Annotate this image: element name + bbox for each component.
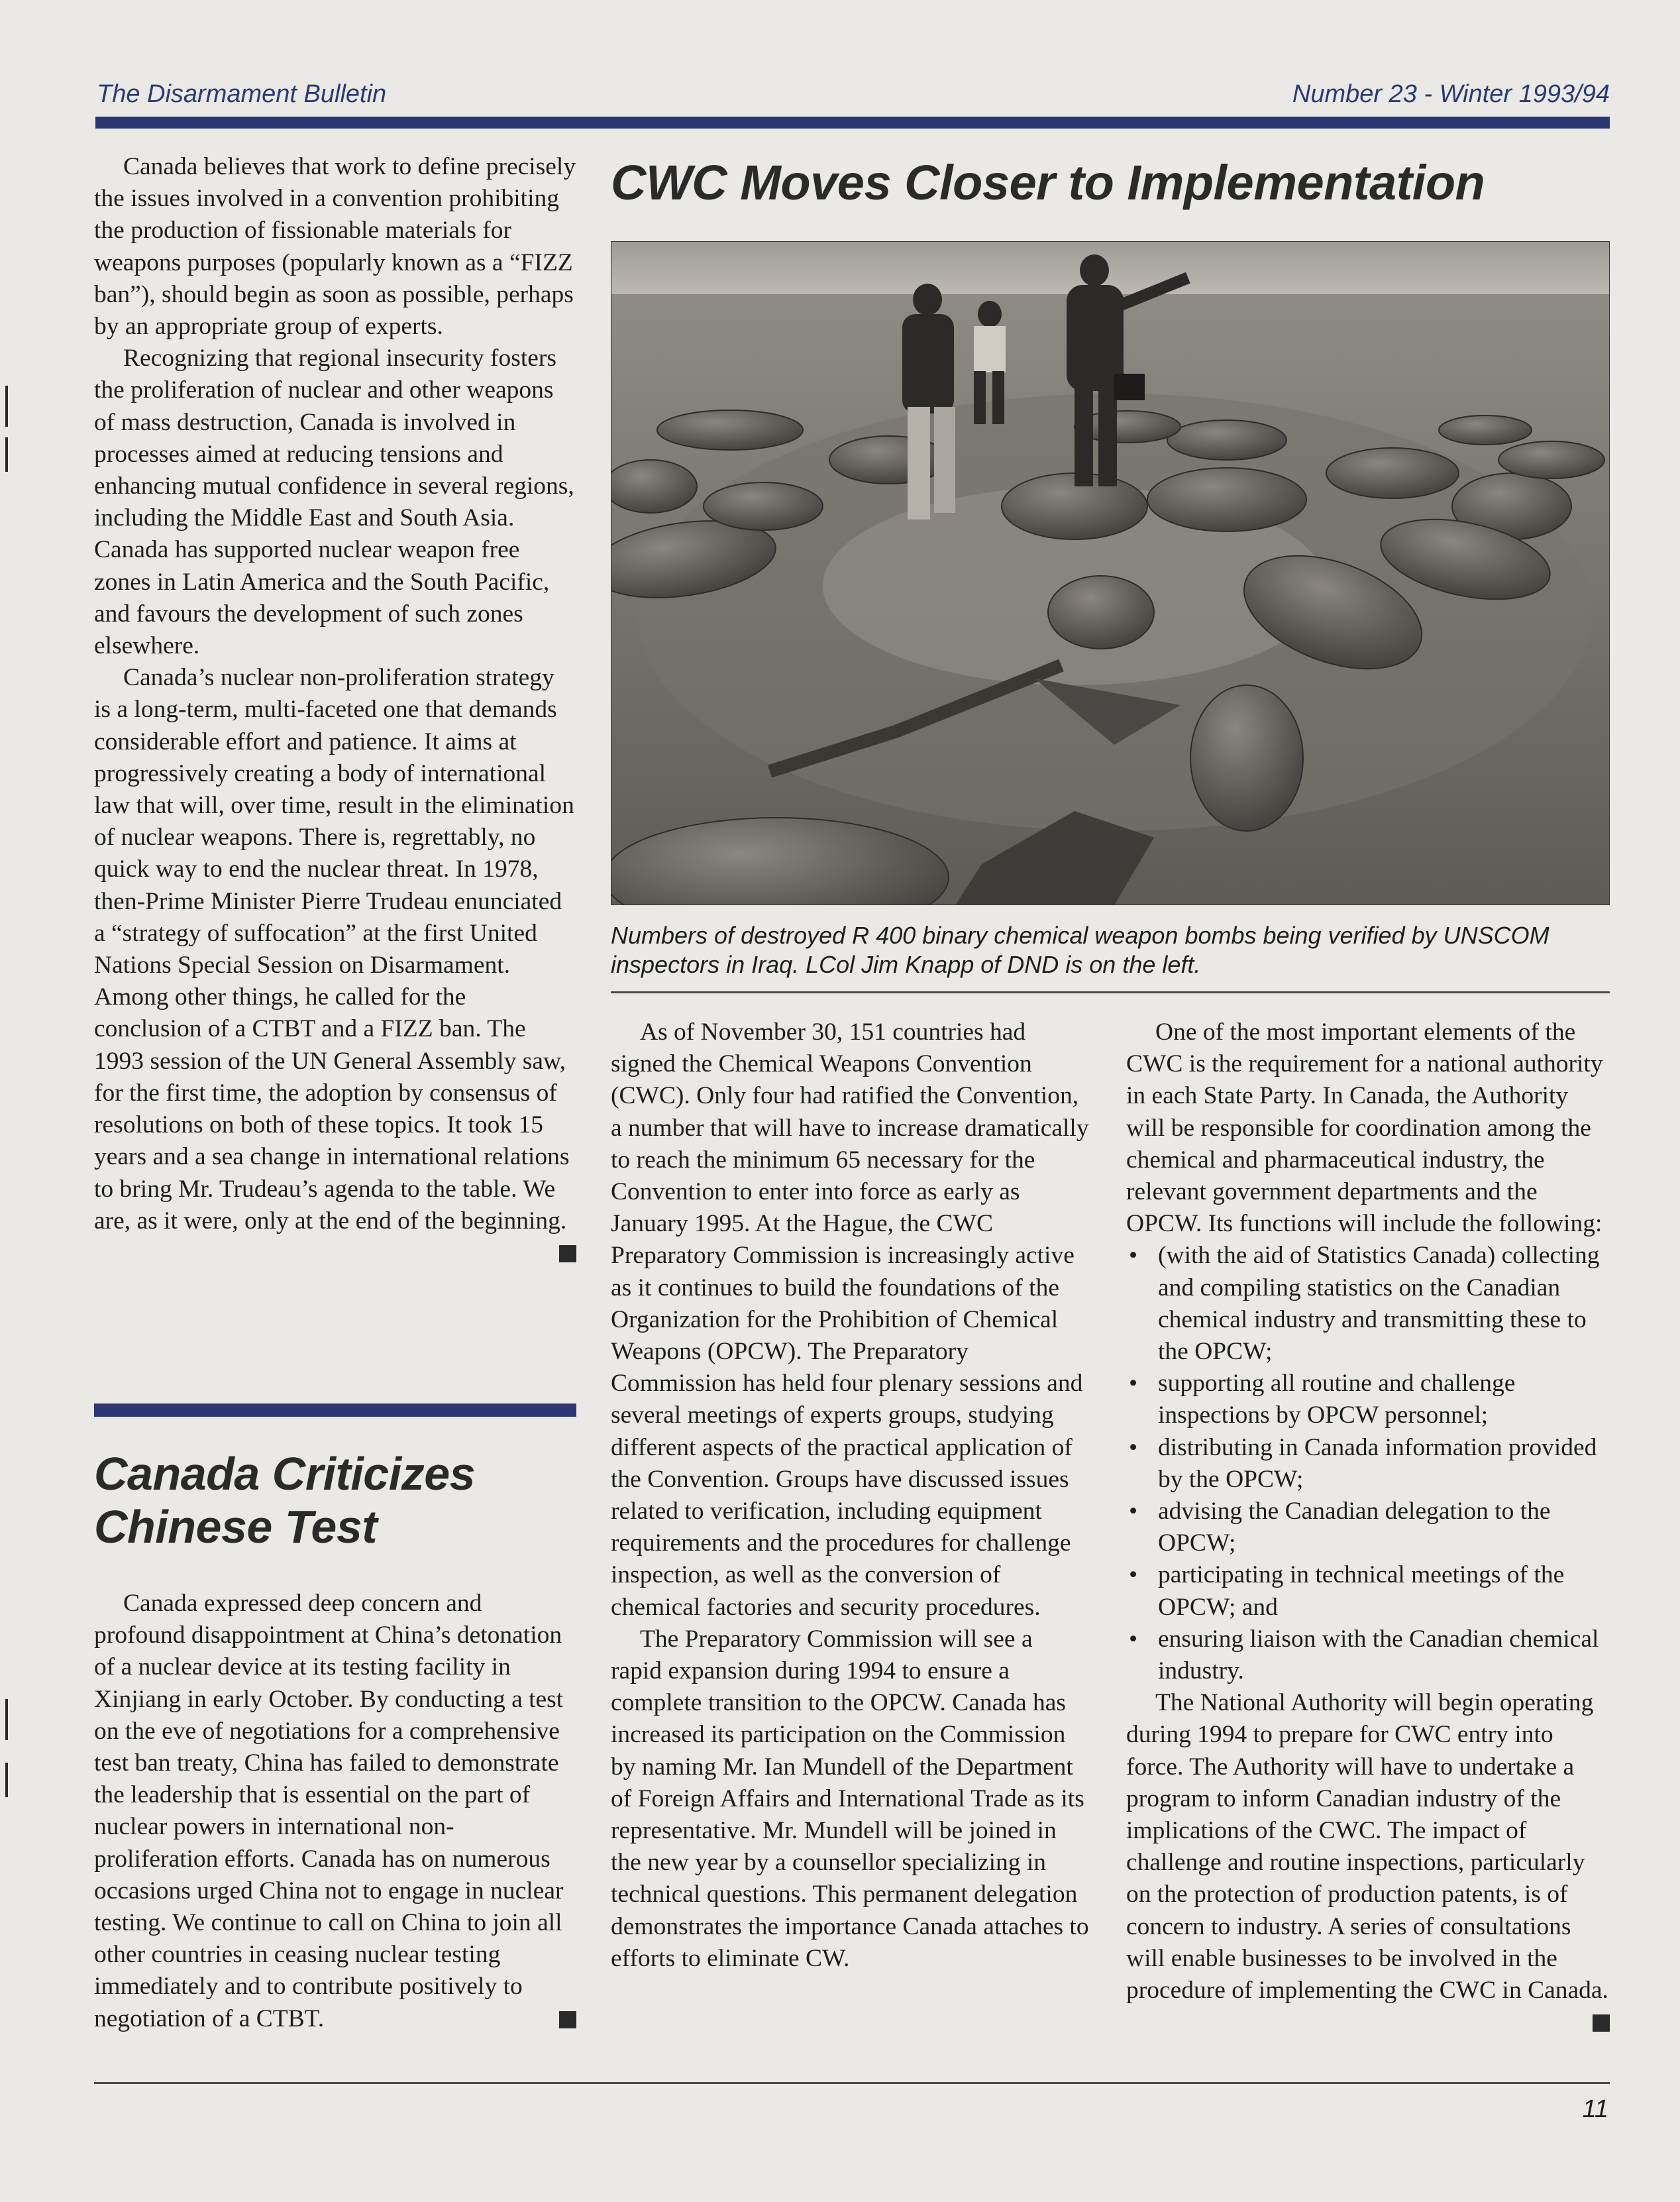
left-column-text xyxy=(94,151,576,1262)
paragraph: The Preparatory Commission will see a rapid expansion during 1994 to ensure a complete transition to the OPCW. Canada has increased its participation on the Commission by naming Mr. Ian Mundell of the Department of Foreign Affairs and International Trade as its representative. Mr. Mundell will be joined in the new year by a counsellor specializing in technical questions. This permanent delegation demonstrates the importance Canada attaches to efforts to eliminate CW. xyxy=(611,1625,1089,1972)
list-item: • supporting all routine and challenge inspections by OPCW personnel; xyxy=(1126,1368,1610,1431)
page-number: 11 xyxy=(1582,2095,1608,2123)
issue-label: Number 23 - Winter 1993/94 xyxy=(1292,80,1610,108)
paragraph: As of November 30, 151 countries had signed the Chemical Weapons Convention (CWC). Only four had ratified the Convention, a number that will have to increase dramatically to reach the minimum 65 necessary for the Convention to enter into force as early as January 1995. At the Hague, the CWC Preparatory Commission is increasingly active as it continues to build the foundations of the Organization for the Prohibition of Chemical Weapons (OPCW). The Preparatory Commission has held four plenary sessions and several meetings of experts groups, studying different aspects of the practical application of the Convention. Groups have discussed issues related to verification, including equipment requirements and the procedures for challenge inspection, as well as the conversion of chemical factories and security procedures. xyxy=(611,1018,1089,1621)
functions-list xyxy=(1126,1240,1610,1687)
paragraph: Recognizing that regional insecurity fosters the proliferation of nuclear and other weapons of mass destruction, Canada is involved in processes aimed at reducing tensions and enhancing mutual confidence in several regions, including the Middle East and South Asia. Canada has supported nuclear weapon free zones in Latin America and the South Pacific, and favours the development of such zones elsewhere. xyxy=(94,345,574,660)
binding-mark xyxy=(5,1699,8,1740)
footer-rule xyxy=(94,2082,1610,2084)
section-rule xyxy=(94,1404,576,1417)
list-item: • (with the aid of Statistics Canada) collecting and compiling statistics on the Canadian chemical industry and transmitting these to the OPCW; xyxy=(1126,1240,1610,1368)
end-of-article-mark xyxy=(1593,2014,1610,2032)
end-of-article-mark xyxy=(559,1245,576,1262)
china-article-body xyxy=(94,1588,576,2035)
china-headline: Canada Criticizes Chinese Test xyxy=(94,1448,476,1553)
photo-bombs-inspectors xyxy=(611,241,1610,905)
end-of-article-mark xyxy=(559,2011,576,2028)
paragraph: The National Authority will begin operating during 1994 to prepare for CWC entry into force. The Authority will have to undertake a program to inform Canadian industry of the implications of the CWC. The impact of challenge and routine inspections, particularly on the protection of production patents, is of concern to industry. A series of consultations will enable businesses to be involved in the procedure of implementing the CWC in Canada. xyxy=(1126,1687,1610,2007)
list-item: • participating in technical meetings of the OPCW; and xyxy=(1126,1559,1610,1623)
cwc-headline: CWC Moves Closer to Implementation xyxy=(611,155,1485,210)
paragraph: One of the most important elements of the CWC is the requirement for a national authority in each State Party. In Canada, the Authority will be responsible for coordination among the chemical and pharmaceutical industry, the relevant government departments and the OPCW. Its functions will include the following: xyxy=(1126,1018,1603,1238)
cwc-column-1 xyxy=(611,1017,1089,1975)
paragraph: Canada believes that work to define precisely the issues involved in a convention prohibiting the production of fissionable materials for weapons purposes (popularly known as a “FIZZ ban”), should begin as soon as possible, perhaps by an appropriate group of experts. xyxy=(94,153,576,341)
cwc-column-2 xyxy=(1126,1017,1610,2032)
list-item: • ensuring liaison with the Canadian chemical industry. xyxy=(1126,1624,1610,1687)
photo-caption: Numbers of destroyed R 400 binary chemical weapon bombs being verified by UNSCOM inspectors in Iraq. LCol Jim Knapp of DND is on the left. xyxy=(611,922,1549,978)
binding-mark xyxy=(5,437,8,472)
publication-title: The Disarmament Bulletin xyxy=(97,80,387,108)
photo xyxy=(611,241,1610,905)
binding-mark xyxy=(5,1763,8,1797)
caption-rule xyxy=(611,991,1610,993)
paragraph: Canada expressed deep concern and profound disappointment at China’s detonation of a nuclear device at its testing facility in Xinjiang in early October. By conducting a test on the eve of negotiations for a comprehensive test ban treaty, China has failed to demonstrate the leadership that is essential on the part of nuclear powers in international non-proliferation efforts. Canada has on numerous occasions urged China not to engage in nuclear testing. We continue to call on China to join all other countries in ceasing nuclear testing immediately and to contribute positively to negotiation of a CTBT. xyxy=(94,1588,576,2035)
binding-mark xyxy=(5,386,8,427)
list-item: • advising the Canadian delegation to the OPCW; xyxy=(1126,1496,1610,1559)
paragraph: Canada’s nuclear non-proliferation strategy is a long-term, multi-faceted one that demands considerable effort and patience. It aims at progressively creating a body of international law that will, over time, result in the elimination of nuclear weapons. There is, regrettably, no quick way to end the nuclear threat. In 1978, then-Prime Minister Pierre Trudeau enunciated a “strategy of suffocation” at the first United Nations Special Session on Disarmament. Among other things, he called for the conclusion of a CTBT and a FIZZ ban. The 1993 session of the UN General Assembly saw, for the first time, the adoption by consensus of resolutions on both of these topics. It took 15 years and a sea change in international relations to bring Mr. Trudeau’s agenda to the table. We are, as it were, only at the end of the beginning. xyxy=(94,662,576,1237)
header-rule xyxy=(95,117,1610,129)
list-item: • distributing in Canada information provided by the OPCW; xyxy=(1126,1432,1610,1496)
